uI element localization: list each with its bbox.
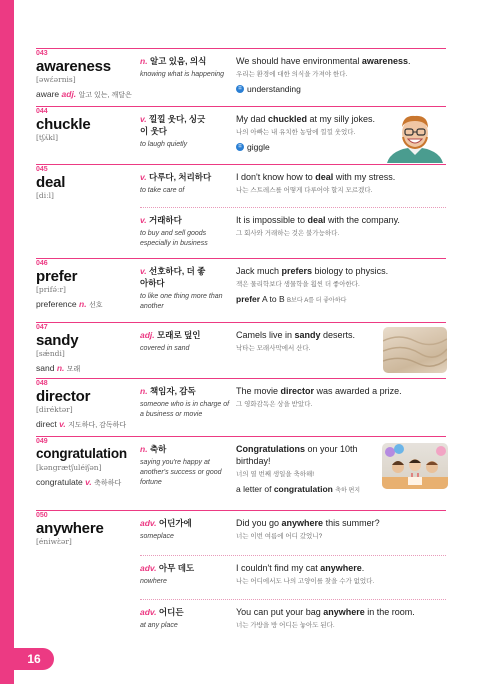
headword: director [36, 388, 91, 405]
english-definition: to like one thing more than another [140, 293, 223, 310]
pos-korean: n. 축하 [140, 444, 167, 454]
example-sentence: Congratulations on your 10th birthday! [236, 444, 358, 466]
example-translation: 너는 이번 여름에 어디 갔었니? [236, 533, 323, 540]
entry-number: 046 [36, 260, 48, 267]
synonym: = giggle [236, 142, 446, 152]
entry-number: 043 [36, 50, 48, 57]
usage-phrase: a letter of congratulation 축하 편지 [236, 484, 361, 494]
example-sentence: I don't know how to deal with my stress. [236, 172, 396, 182]
entry-awareness [36, 48, 446, 106]
pos-korean: n. 알고 있음, 의식 [140, 56, 207, 66]
entry-number: 047 [36, 324, 48, 331]
sense [140, 49, 446, 107]
entry-number: 045 [36, 166, 48, 173]
example-translation: 그 회사와 거래하는 것은 불가능하다. [236, 230, 340, 237]
example-translation: 너의 열 번째 생일을 축하해! [236, 471, 315, 478]
headword: deal [36, 174, 66, 191]
phonetic: [əwɛ́ərnis] [36, 75, 76, 84]
example-sentence: Camels live in sandy deserts. [236, 330, 356, 340]
english-definition: someplace [140, 533, 174, 540]
example-translation: 잭은 물리학보다 생물학을 훨씬 더 좋아한다. [236, 281, 360, 288]
pos-korean: v. 선호하다, 더 좋아하다 [140, 266, 206, 288]
pos-korean: adj. 모래로 덮인 [140, 330, 201, 340]
english-definition: to take care of [140, 187, 185, 194]
entry-director [36, 378, 446, 436]
sense [140, 599, 446, 643]
example-sentence: My dad chuckled at my silly jokes. [236, 114, 376, 124]
example-sentence: Jack much prefers biology to physics. [236, 266, 389, 276]
derivative: congratulate v. 축하하다 [36, 477, 122, 487]
derivative: preference n. 선호 [36, 299, 103, 309]
equals-icon: = [236, 143, 244, 151]
phonetic: [sǽndi] [36, 349, 65, 358]
pos-korean: v. 거래하다 [140, 215, 182, 225]
entry-number: 048 [36, 380, 48, 387]
example-translation: 낙타는 모래사막에서 산다. [236, 345, 311, 352]
example-sentence: I couldn't find my cat anywhere. [236, 563, 365, 573]
derivative: aware adj. 알고 있는, 깨달은 [36, 89, 132, 99]
english-definition: knowing what is happening [140, 71, 225, 78]
english-definition: nowhere [140, 578, 167, 585]
entry-deal [36, 164, 446, 258]
example-sentence: You can put your bag anywhere in the room. [236, 607, 415, 617]
page-number: 16 [14, 648, 54, 670]
headword: awareness [36, 58, 111, 75]
example-translation: 나는 스트레스를 어떻게 다루어야 할지 모르겠다. [236, 187, 373, 194]
phonetic: [prifə́ːr] [36, 285, 66, 294]
headword: chuckle [36, 116, 91, 133]
entry-chuckle [36, 106, 446, 164]
entry-number: 049 [36, 438, 48, 445]
english-definition: at any place [140, 622, 178, 629]
english-definition: to laugh quietly [140, 141, 188, 148]
english-definition: someone who is in charge of a business or movie [140, 401, 230, 418]
pos-korean: n. 책임자, 감독 [140, 386, 196, 396]
pos-korean: v. 다루다, 처리하다 [140, 172, 212, 182]
synonym: = understanding [236, 84, 446, 94]
headword: anywhere [36, 520, 104, 537]
entry-congratulation [36, 436, 446, 510]
derivative: direct v. 지도하다, 감독하다 [36, 419, 127, 429]
phonetic: [kəngrӕtʃuléiʃən] [36, 463, 102, 472]
sense [140, 555, 446, 599]
example-sentence: It is impossible to deal with the company. [236, 215, 400, 225]
usage-phrase: prefer A to B B보다 A를 더 좋아하다 [236, 294, 347, 304]
example-translation: 나의 아빠는 내 유치한 농담에 낄낄 웃었다. [236, 129, 356, 136]
phonetic: [tʃʌ́kl] [36, 133, 59, 142]
sense [140, 379, 446, 437]
example-translation: 나는 어디에서도 나의 고양이를 찾을 수가 없었다. [236, 578, 375, 585]
pos-korean: adv. 어딘가에 [140, 518, 192, 528]
sense [140, 165, 446, 207]
laughing-man-photo [381, 111, 449, 163]
birthday-party-photo [382, 443, 448, 489]
phonetic: [diːl] [36, 191, 54, 200]
entry-number: 044 [36, 108, 48, 115]
entry-number: 050 [36, 512, 48, 519]
sense [140, 259, 446, 323]
english-definition: covered in sand [140, 345, 190, 352]
headword: sandy [36, 332, 79, 349]
example-sentence: Did you go anywhere this summer? [236, 518, 380, 528]
sense [140, 511, 446, 555]
vocabulary-list [36, 48, 446, 642]
phonetic: [diréktər] [36, 405, 73, 414]
english-definition: to buy and sell goods especially in business [140, 230, 208, 247]
phonetic: [éniwɛ̀ər] [36, 537, 72, 546]
example-sentence: We should have environmental awareness. [236, 56, 411, 66]
pos-korean: adv. 아무 데도 [140, 563, 195, 573]
english-definition: saying you're happy at another's success or good fortune [140, 459, 222, 486]
example-translation: 그 영화감독은 상을 받았다. [236, 401, 313, 408]
headword: congratulation [36, 446, 127, 461]
entry-sandy [36, 322, 446, 378]
example-translation: 너는 가방을 방 어디든 놓아도 된다. [236, 622, 335, 629]
left-accent-bar [0, 0, 14, 684]
sand-dunes-photo [383, 327, 447, 373]
example-translation: 우리는 환경에 대한 의식을 가져야 한다. [236, 71, 348, 78]
headword: prefer [36, 268, 78, 285]
pos-korean: adv. 어디든 [140, 607, 184, 617]
sense [140, 207, 446, 259]
example-sentence: The movie director was awarded a prize. [236, 386, 402, 396]
entry-anywhere [36, 510, 446, 642]
entry-prefer [36, 258, 446, 322]
pos-korean: v. 낄낄 웃다, 싱긋이 웃다 [140, 114, 206, 136]
equals-icon: = [236, 85, 244, 93]
derivative: sand n. 모래 [36, 363, 81, 373]
